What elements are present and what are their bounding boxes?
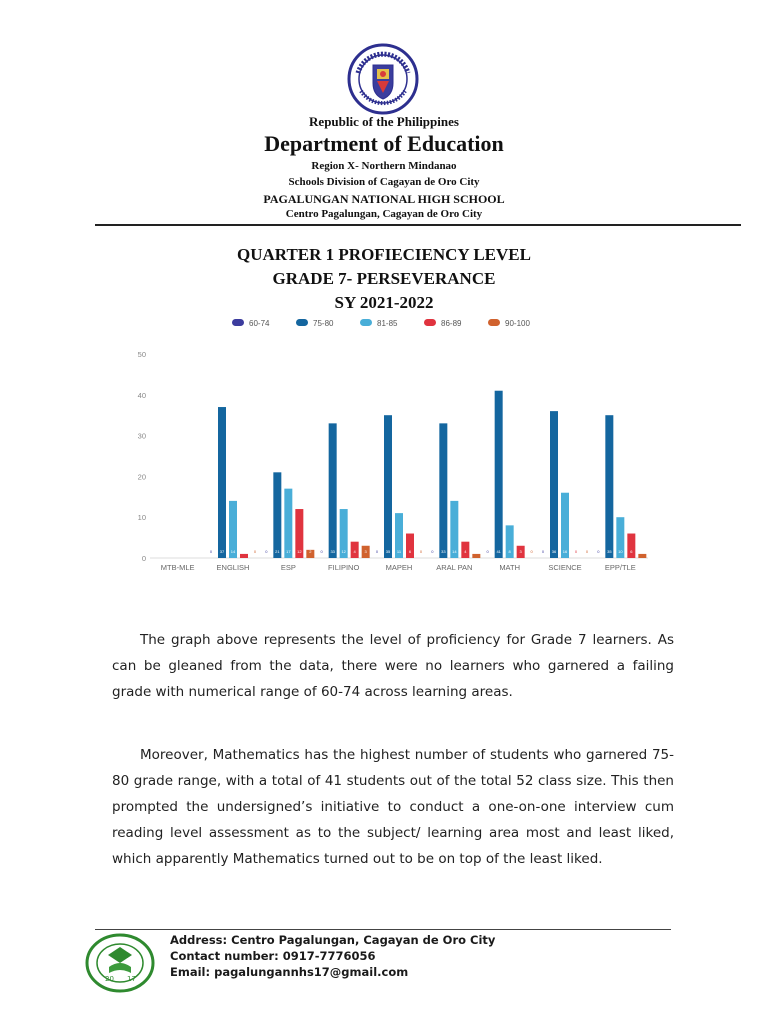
- y-tick-label: 0: [141, 554, 146, 563]
- data-label: 0: [431, 549, 434, 554]
- footer-divider: [95, 929, 671, 930]
- logo-year-right: 17: [127, 975, 136, 983]
- data-label: 0: [375, 549, 379, 554]
- bar-75-80: [495, 391, 503, 558]
- data-label: 0: [597, 549, 600, 554]
- data-label: 14: [230, 549, 236, 554]
- bar-75-80: [605, 415, 613, 558]
- data-label: 4: [464, 549, 467, 554]
- legend-label: 81-85: [377, 319, 398, 328]
- data-label: 6: [408, 549, 412, 554]
- data-label: 1: [641, 549, 644, 554]
- report-title: QUARTER 1 PROFIECIENCY LEVEL: [237, 245, 531, 264]
- data-label: 35: [385, 549, 391, 554]
- legend-label: 75-80: [313, 319, 334, 328]
- data-label: 3: [519, 549, 522, 554]
- data-label: 2: [309, 549, 312, 554]
- data-label: 0: [574, 549, 578, 554]
- department-heading: Department of Education: [264, 131, 504, 156]
- data-label: 0: [253, 549, 257, 554]
- bar-90-100: [472, 554, 480, 558]
- data-label: 12: [341, 549, 346, 554]
- data-label: 21: [275, 549, 280, 554]
- legend-swatch-60-74: [232, 319, 244, 326]
- data-label: 0: [530, 549, 533, 554]
- data-label: 16: [562, 549, 568, 554]
- data-label: 37: [219, 549, 225, 554]
- x-tick-label: SCIENCE: [548, 563, 582, 572]
- x-tick-label: ENGLISH: [216, 563, 250, 572]
- legend-label: 90-100: [505, 319, 530, 328]
- data-label: 0: [585, 549, 589, 554]
- x-tick-label: EPP/TLE: [604, 563, 636, 572]
- legend-swatch-90-100: [488, 319, 500, 326]
- x-tick-label: MAPEH: [385, 563, 413, 572]
- data-label: 3: [364, 549, 367, 554]
- bar-86-89: [406, 534, 414, 558]
- x-tick-label: MATH: [499, 563, 521, 572]
- bar-75-80: [218, 407, 226, 558]
- bar-86-89: [627, 534, 635, 558]
- data-label: 0: [209, 549, 213, 554]
- x-tick-label: ESP: [280, 563, 296, 572]
- division-line: Schools Division of Cagayan de Oro City: [288, 176, 480, 188]
- legend-label: 86-89: [441, 319, 462, 328]
- footer-address: Address: Centro Pagalungan, Cagayan de Oro City: [170, 933, 496, 947]
- data-label: 6: [630, 549, 633, 554]
- bar-75-80: [384, 415, 392, 558]
- x-tick-label: MTB-MLE: [160, 563, 195, 572]
- x-tick-label: FILIPINO: [328, 563, 360, 572]
- bar-75-80: [550, 411, 558, 558]
- report-subtitle-sy: SY 2021-2022: [334, 293, 434, 312]
- logo-year-left: 20: [105, 975, 114, 983]
- data-label: 35: [607, 549, 612, 554]
- legend-swatch-75-80: [296, 319, 308, 326]
- data-label: 1: [242, 549, 246, 554]
- data-label: 10: [618, 549, 623, 554]
- data-label: 33: [441, 549, 446, 554]
- y-tick-label: 50: [137, 350, 146, 359]
- x-tick-label: ARAL PAN: [436, 563, 473, 572]
- footer-contact: Contact number: 0917-7776056: [170, 949, 376, 963]
- proficiency-bar-chart: [128, 314, 656, 576]
- bar-75-80: [439, 423, 447, 558]
- data-label: 14: [452, 549, 457, 554]
- y-tick-label: 30: [137, 431, 146, 441]
- data-label: 0: [320, 549, 323, 554]
- footer-email: Email: pagalungannhs17@gmail.com: [170, 965, 409, 979]
- data-label: 41: [496, 549, 501, 554]
- header-divider: [95, 224, 741, 226]
- data-label: 0: [419, 549, 423, 554]
- legend-swatch-81-85: [360, 319, 372, 326]
- bar-81-85: [284, 489, 292, 558]
- bar-90-100: [638, 554, 646, 558]
- data-label: 11: [396, 549, 402, 554]
- data-label: 0: [486, 549, 489, 554]
- legend-label: 60-74: [249, 319, 270, 328]
- bar-75-80: [273, 472, 281, 558]
- region-line: Region X- Northern Mindanao: [311, 160, 457, 172]
- y-tick-label: 20: [137, 472, 146, 482]
- paragraph-1: The graph above represents the level of proficiency for Grade 7 learners. As can be gleaned from the data, there were no learners who garnered a failing grade with numerical range of 60-74 across learning areas.: [112, 631, 674, 700]
- deped-seal-logo: [347, 43, 419, 115]
- data-label: 36: [551, 549, 557, 554]
- school-name: PAGALUNGAN NATIONAL HIGH SCHOOL: [263, 192, 505, 206]
- legend-swatch-86-89: [424, 319, 436, 326]
- data-label: 8: [508, 549, 511, 554]
- bar-75-80: [329, 423, 337, 558]
- y-tick-label: 40: [137, 390, 146, 400]
- data-label: 17: [286, 549, 291, 554]
- data-label: 0: [541, 549, 545, 554]
- y-tick-label: 10: [137, 513, 146, 523]
- school-location: Centro Pagalungan, Cagayan de Oro City: [285, 208, 483, 220]
- school-seal-logo: [85, 933, 155, 993]
- data-label: 33: [330, 549, 335, 554]
- paragraph-2: Moreover, Mathematics has the highest number of students who garnered 75-80 grade range, with a total of 41 students out of the total 52 class size. This then prompted the undersigned’s initiative to conduct a one-on-one interview cum reading level assessment as to the subject/ learning area most and least liked, which apparently Mathematics turned out to be on top of the least liked.: [112, 746, 674, 867]
- data-label: 4: [353, 549, 356, 554]
- bar-86-89: [240, 554, 248, 558]
- data-label: 1: [475, 549, 478, 554]
- data-label: 0: [265, 549, 268, 554]
- republic-heading: Republic of the Philippines: [309, 114, 459, 129]
- data-label: 12: [297, 549, 302, 554]
- report-subtitle-grade: GRADE 7- PERSEVERANCE: [272, 269, 496, 288]
